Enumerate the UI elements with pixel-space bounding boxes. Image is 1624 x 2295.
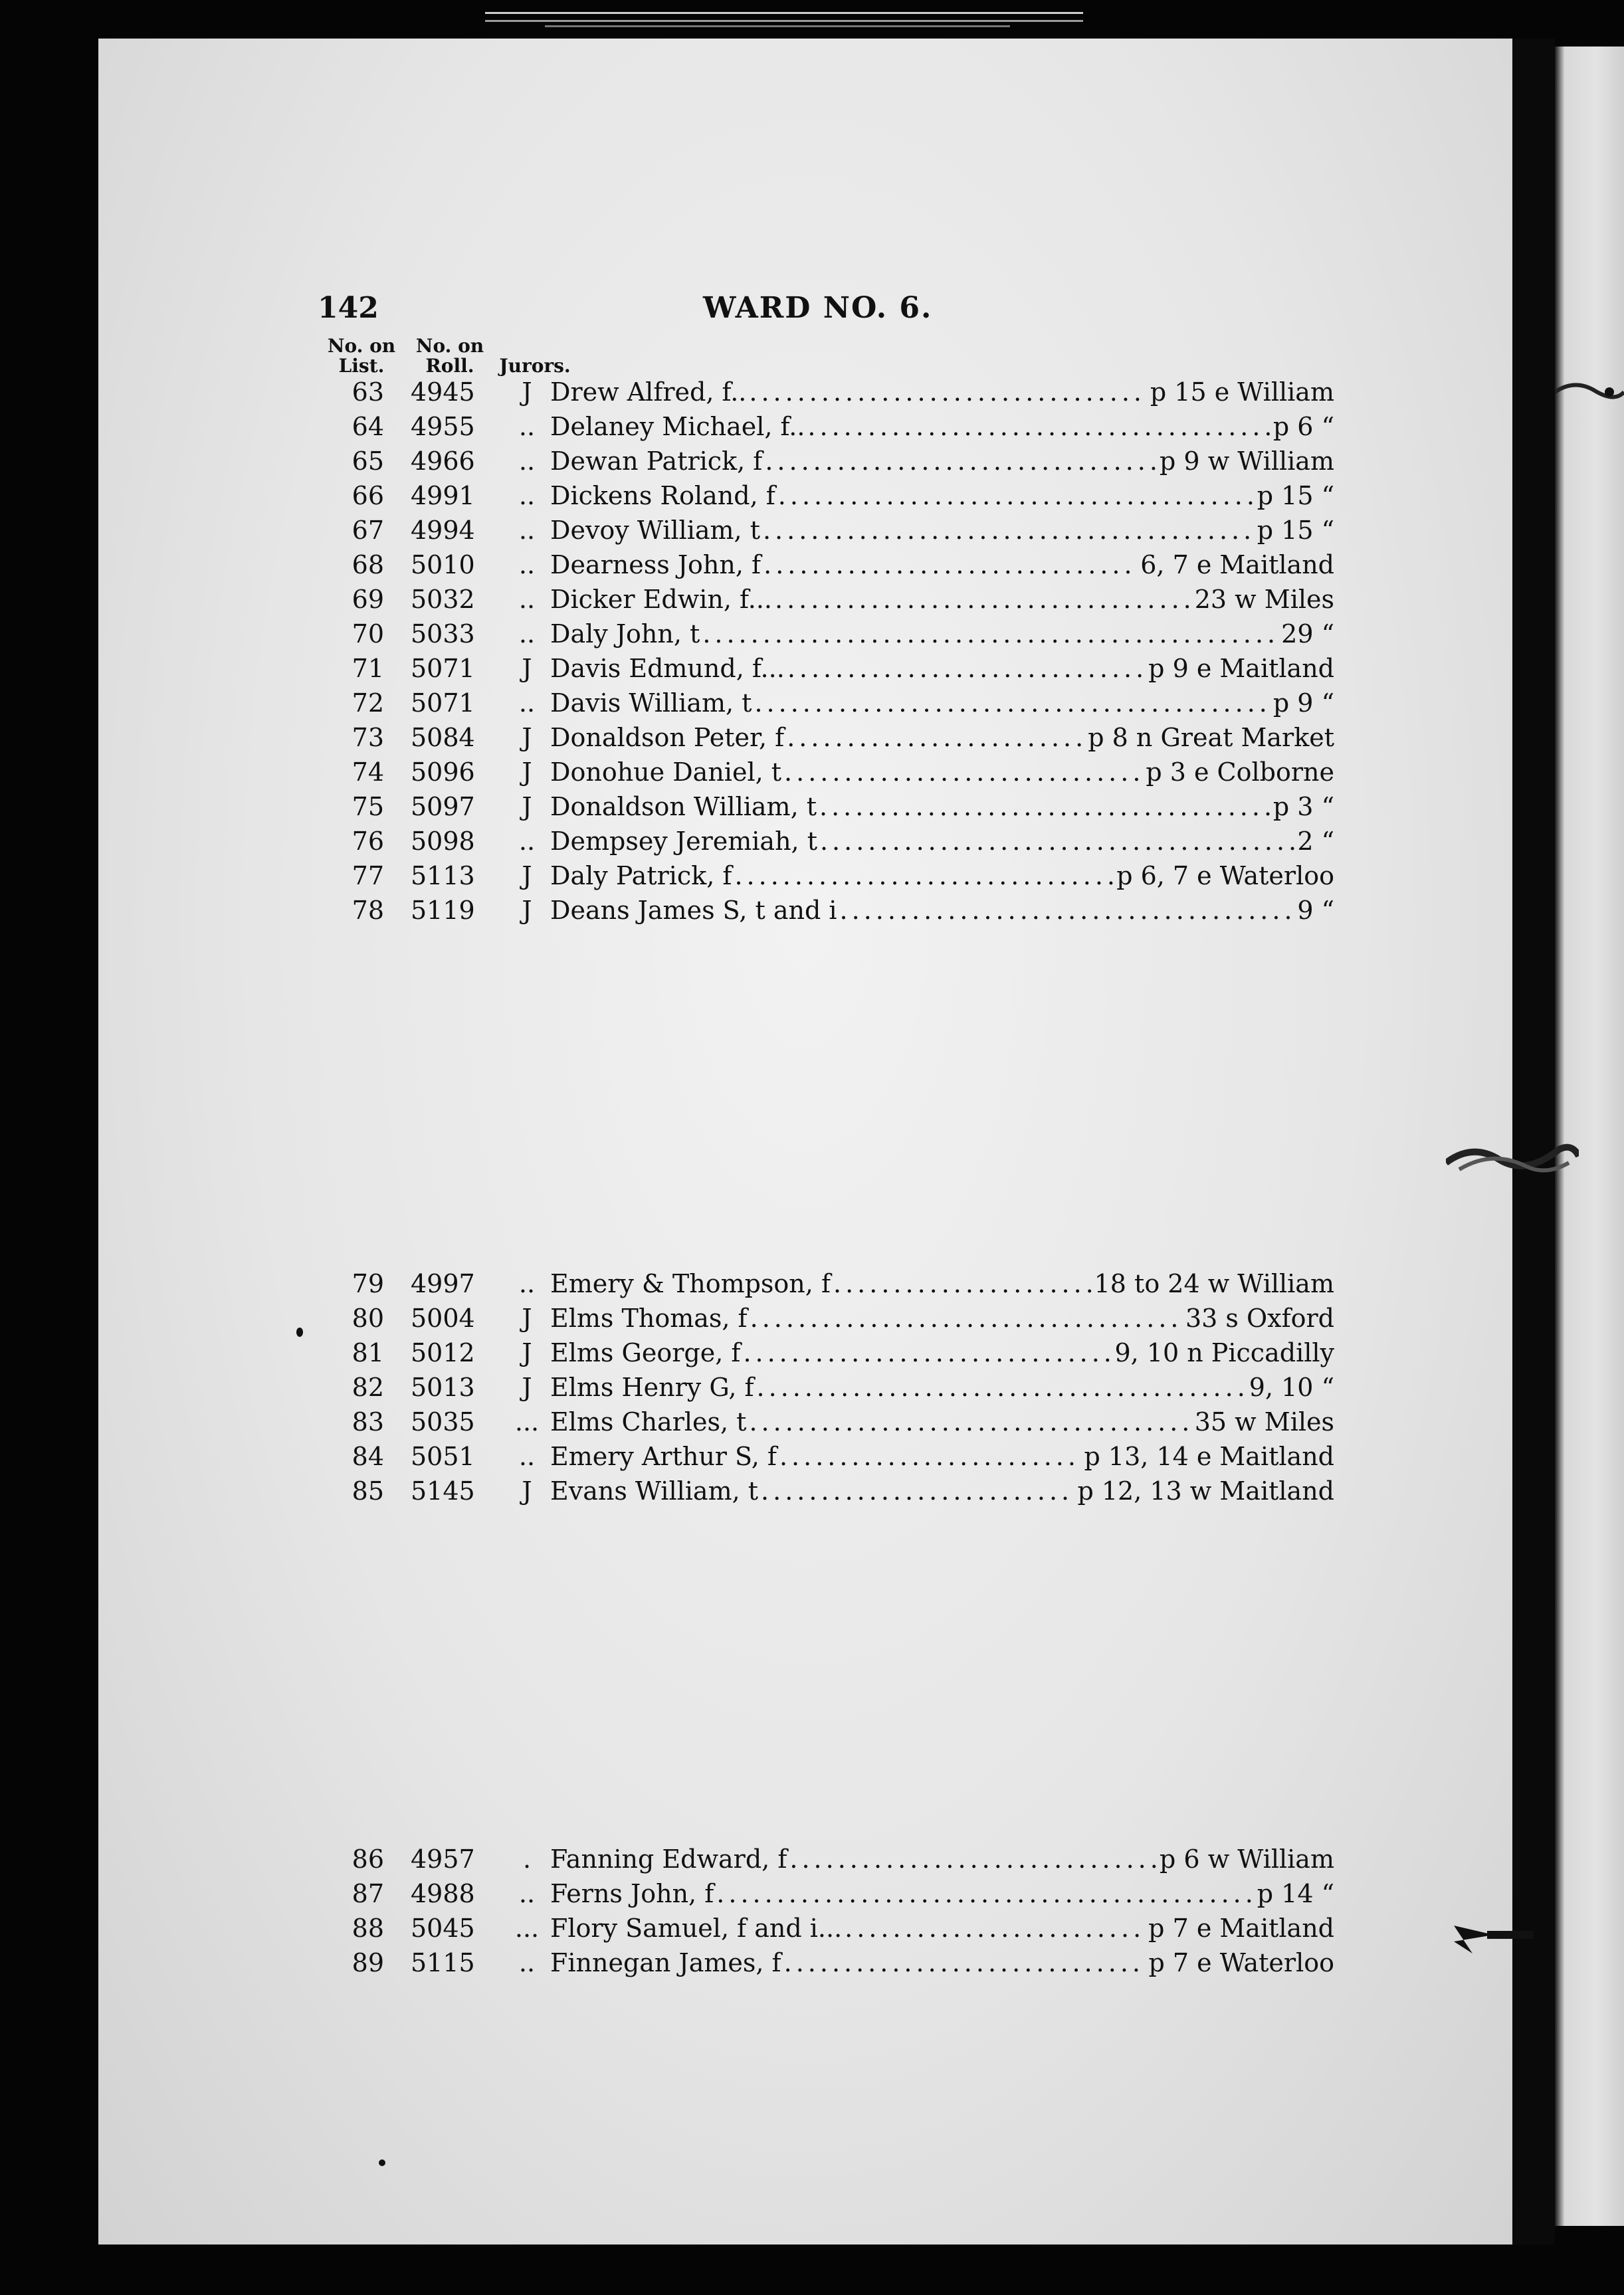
location: 29 “: [1281, 619, 1334, 649]
entry-text: [550, 654, 1334, 683]
location: 9, 10 n Piccadilly: [1114, 1338, 1334, 1367]
list-entry-row: [98, 1304, 1512, 1338]
list-number: 63: [352, 377, 384, 407]
roll-number: 4991: [411, 481, 475, 510]
roll-number: 5119: [411, 896, 475, 925]
list-number: 86: [352, 1845, 384, 1874]
list-entry-row: [98, 481, 1512, 516]
list-entry-row: [98, 377, 1512, 412]
juror-mark: ..: [518, 516, 536, 545]
roll-number: 5084: [411, 723, 475, 752]
list-number: 71: [352, 654, 384, 683]
list-number: 80: [352, 1304, 384, 1333]
list-number: 82: [352, 1373, 384, 1402]
location: p 9 w William: [1160, 447, 1334, 476]
juror-mark: ..: [518, 1269, 536, 1298]
roll-number: 4945: [411, 377, 475, 407]
document-page: [98, 39, 1512, 2245]
list-number: 67: [352, 516, 384, 545]
list-entry-row: [98, 1914, 1512, 1948]
location: p 15 “: [1257, 481, 1334, 510]
location: p 3 “: [1272, 792, 1334, 821]
location: 23 w Miles: [1194, 585, 1334, 614]
entry-text: [550, 1407, 1334, 1437]
column-header-roll-line2: Roll.: [425, 355, 474, 377]
leader-dots: [787, 654, 1146, 683]
page-header: [98, 291, 1512, 338]
person-name: Ferns John, f: [550, 1879, 714, 1908]
entry-text: [550, 377, 1334, 407]
roll-number: 5071: [411, 654, 475, 683]
list-number: 69: [352, 585, 384, 614]
juror-mark: ..: [518, 688, 536, 718]
leader-dots: [820, 827, 1294, 856]
person-name: Daly John, t: [550, 619, 700, 649]
entry-text: [550, 1269, 1334, 1298]
list-number: 77: [352, 861, 384, 890]
roll-number: 5012: [411, 1338, 475, 1367]
list-entry-row: [98, 447, 1512, 481]
juror-mark: J: [522, 896, 532, 925]
list-entry-row: [98, 1442, 1512, 1476]
entry-text: [550, 1304, 1334, 1333]
person-name: Finnegan James, f: [550, 1948, 781, 1977]
entry-text: [550, 1914, 1334, 1943]
location: 18 to 24 w William: [1094, 1269, 1334, 1298]
leader-dots: [779, 1442, 1082, 1471]
leader-dots: [754, 688, 1270, 718]
entry-text: [550, 792, 1334, 821]
leader-dots: [778, 481, 1255, 510]
roll-number: 5010: [411, 550, 475, 579]
list-number: 78: [352, 896, 384, 925]
entry-text: [550, 1879, 1334, 1908]
person-name: Delaney Michael, f..: [550, 412, 805, 441]
list-entry-row: [98, 861, 1512, 896]
column-header-list-line1: No. on: [327, 335, 396, 357]
list-number: 74: [352, 757, 384, 787]
entry-text: [550, 1338, 1334, 1367]
leader-dots: [784, 1948, 1146, 1977]
leader-dots: [833, 1269, 1092, 1298]
juror-mark: .: [522, 1845, 532, 1874]
location: p 15 “: [1257, 516, 1334, 545]
roll-number: 4997: [411, 1269, 475, 1298]
list-entry-row: [98, 1269, 1512, 1304]
list-number: 66: [352, 481, 384, 510]
list-entry-row: [98, 896, 1512, 930]
leader-dots: [702, 619, 1278, 649]
entry-text: [550, 896, 1334, 925]
juror-mark: ..: [518, 412, 536, 441]
leader-dots: [840, 896, 1295, 925]
leader-dots: [734, 861, 1114, 890]
person-name: Elms Thomas, f: [550, 1304, 748, 1333]
location: 33 s Oxford: [1185, 1304, 1334, 1333]
leader-dots: [743, 1338, 1112, 1367]
roll-number: 5035: [411, 1407, 475, 1437]
list-entry-row: [98, 585, 1512, 619]
person-name: Donohue Daniel, t: [550, 757, 782, 787]
person-name: Donaldson Peter, f: [550, 723, 785, 752]
location: p 15 e William: [1150, 377, 1334, 407]
juror-mark: ..: [518, 827, 536, 856]
list-number: 88: [352, 1914, 384, 1943]
list-number: 75: [352, 792, 384, 821]
entry-text: [550, 1476, 1334, 1506]
juror-mark: ..: [518, 1879, 536, 1908]
juror-mark: ...: [514, 1407, 540, 1437]
person-name: Elms George, f: [550, 1338, 741, 1367]
person-name: Drew Alfred, f..: [550, 377, 747, 407]
column-header-list: [322, 336, 401, 376]
binding-knot-icon: [1446, 1130, 1579, 1189]
list-entry-row: [98, 1338, 1512, 1373]
person-name: Elms Charles, t: [550, 1407, 747, 1437]
person-name: Davis William, t: [550, 688, 752, 718]
entry-text: [550, 1373, 1334, 1402]
list-number: 81: [352, 1338, 384, 1367]
juror-mark: J: [522, 377, 532, 407]
location: p 3 e Colborne: [1146, 757, 1334, 787]
leader-dots: [775, 585, 1192, 614]
list-entry-row: [98, 516, 1512, 550]
leader-dots: [819, 792, 1270, 821]
leader-dots: [716, 1879, 1254, 1908]
entry-text: [550, 757, 1334, 787]
leader-dots: [789, 1845, 1157, 1874]
person-name: Dickens Roland, f: [550, 481, 775, 510]
leader-dots: [757, 1373, 1247, 1402]
list-entry-row: [98, 550, 1512, 585]
list-entry-row: [98, 827, 1512, 861]
list-number: 64: [352, 412, 384, 441]
location: 9, 10 “: [1249, 1373, 1334, 1402]
person-name: Emery Arthur S, f: [550, 1442, 777, 1471]
entry-text: [550, 619, 1334, 649]
roll-number: 5071: [411, 688, 475, 718]
list-entry-row: [98, 619, 1512, 654]
list-number: 76: [352, 827, 384, 856]
location: p 7 e Maitland: [1148, 1914, 1334, 1943]
juror-mark: ..: [518, 585, 536, 614]
list-entry-row: [98, 1879, 1512, 1914]
entry-text: [550, 550, 1334, 579]
person-name: Donaldson William, t: [550, 792, 817, 821]
person-name: Deans James S, t and i: [550, 896, 837, 925]
column-header-roll-line1: No. on: [415, 335, 484, 357]
roll-number: 4988: [411, 1879, 475, 1908]
ink-speck: [296, 1328, 303, 1337]
leader-dots: [784, 757, 1143, 787]
person-name: Davis Edmund, f...: [550, 654, 785, 683]
list-number: 65: [352, 447, 384, 476]
binding-clip-icon: [1454, 1919, 1534, 1959]
column-header-roll: [407, 336, 493, 376]
leader-dots: [761, 1476, 1074, 1506]
location: p 9 “: [1272, 688, 1334, 718]
page-number: 142: [318, 291, 379, 325]
leader-dots: [765, 447, 1157, 476]
entry-text: [550, 585, 1334, 614]
person-name: Daly Patrick, f: [550, 861, 732, 890]
juror-mark: J: [522, 1338, 532, 1367]
column-header-list-line2: List.: [338, 355, 385, 377]
location: p 7 e Waterloo: [1148, 1948, 1334, 1977]
location: p 9 e Maitland: [1148, 654, 1334, 683]
roll-number: 5115: [411, 1948, 475, 1977]
leader-dots: [807, 412, 1270, 441]
person-name: Devoy William, t: [550, 516, 760, 545]
location: 6, 7 e Maitland: [1140, 550, 1334, 579]
roll-number: 4966: [411, 447, 475, 476]
entry-text: [550, 688, 1334, 718]
list-entry-row: [98, 1373, 1512, 1407]
leader-dots: [763, 550, 1138, 579]
person-name: Dewan Patrick, f: [550, 447, 763, 476]
list-entry-row: [98, 792, 1512, 827]
binding-thread-icon: [1555, 372, 1624, 419]
juror-mark: J: [522, 757, 532, 787]
list-number: 84: [352, 1442, 384, 1471]
entry-text: [550, 481, 1334, 510]
location: p 13, 14 e Maitland: [1084, 1442, 1334, 1471]
entry-text: [550, 723, 1334, 752]
list-number: 89: [352, 1948, 384, 1977]
roll-number: 5098: [411, 827, 475, 856]
roll-number: 5113: [411, 861, 475, 890]
list-number: 68: [352, 550, 384, 579]
person-name: Fanning Edward, f: [550, 1845, 787, 1874]
juror-mark: ..: [518, 1442, 536, 1471]
roll-number: 4994: [411, 516, 475, 545]
roll-number: 5051: [411, 1442, 475, 1471]
list-entry-row: [98, 688, 1512, 723]
roll-number: 4957: [411, 1845, 475, 1874]
list-entry-row: [98, 723, 1512, 757]
location: p 8 n Great Market: [1088, 723, 1334, 752]
roll-number: 5145: [411, 1476, 475, 1506]
roll-number: 4955: [411, 412, 475, 441]
location: 35 w Miles: [1194, 1407, 1334, 1437]
person-name: Flory Samuel, f and i...: [550, 1914, 843, 1943]
juror-mark: J: [522, 1476, 532, 1506]
location: p 6 “: [1272, 412, 1334, 441]
leader-dots: [787, 723, 1085, 752]
list-entry-row: [98, 1948, 1512, 1983]
binding-strip: [485, 5, 1083, 32]
entry-text: [550, 861, 1334, 890]
juror-mark: ..: [518, 481, 536, 510]
juror-mark: ..: [518, 619, 536, 649]
entry-text: [550, 516, 1334, 545]
list-number: 85: [352, 1476, 384, 1506]
leader-dots: [750, 1304, 1183, 1333]
list-number: 73: [352, 723, 384, 752]
location: 9 “: [1297, 896, 1334, 925]
entry-text: [550, 1948, 1334, 1977]
location: p 14 “: [1257, 1879, 1334, 1908]
juror-mark: ..: [518, 550, 536, 579]
entry-text: [550, 412, 1334, 441]
list-entry-row: [98, 1845, 1512, 1879]
list-number: 87: [352, 1879, 384, 1908]
entry-text: [550, 1442, 1334, 1471]
roll-number: 5045: [411, 1914, 475, 1943]
leader-dots: [763, 516, 1255, 545]
leader-dots: [845, 1914, 1146, 1943]
juror-mark: ...: [514, 1914, 540, 1943]
roll-number: 5033: [411, 619, 475, 649]
person-name: Emery & Thompson, f: [550, 1269, 831, 1298]
roll-number: 5013: [411, 1373, 475, 1402]
person-name: Dearness John, f: [550, 550, 761, 579]
list-number: 79: [352, 1269, 384, 1298]
location: p 6 w William: [1160, 1845, 1334, 1874]
juror-mark: J: [522, 723, 532, 752]
roll-number: 5032: [411, 585, 475, 614]
column-header-jurors: Jurors.: [499, 355, 571, 377]
juror-mark: J: [522, 792, 532, 821]
juror-mark: J: [522, 861, 532, 890]
location: 2 “: [1297, 827, 1334, 856]
person-name: Dempsey Jeremiah, t: [550, 827, 817, 856]
list-entry-row: [98, 654, 1512, 688]
juror-mark: J: [522, 1373, 532, 1402]
list-entry-row: [98, 757, 1512, 792]
juror-mark: ..: [518, 1948, 536, 1977]
page-title: WARD NO. 6.: [703, 291, 933, 325]
juror-mark: J: [522, 1304, 532, 1333]
leader-dots: [749, 1407, 1191, 1437]
list-entry-row: [98, 1407, 1512, 1442]
location: p 12, 13 w Maitland: [1077, 1476, 1334, 1506]
roll-number: 5097: [411, 792, 475, 821]
entry-text: [550, 1845, 1334, 1874]
list-number: 72: [352, 688, 384, 718]
person-name: Elms Henry G, f: [550, 1373, 754, 1402]
person-name: Evans William, t: [550, 1476, 759, 1506]
location: p 6, 7 e Waterloo: [1116, 861, 1334, 890]
roll-number: 5096: [411, 757, 475, 787]
roll-number: 5004: [411, 1304, 475, 1333]
leader-dots: [749, 377, 1148, 407]
list-number: 70: [352, 619, 384, 649]
list-entry-row: [98, 1476, 1512, 1511]
list-entry-row: [98, 412, 1512, 447]
entry-text: [550, 447, 1334, 476]
entry-text: [550, 827, 1334, 856]
ink-speck: [379, 2159, 385, 2166]
juror-mark: ..: [518, 447, 536, 476]
juror-mark: J: [522, 654, 532, 683]
list-number: 83: [352, 1407, 384, 1437]
person-name: Dicker Edwin, f...: [550, 585, 772, 614]
